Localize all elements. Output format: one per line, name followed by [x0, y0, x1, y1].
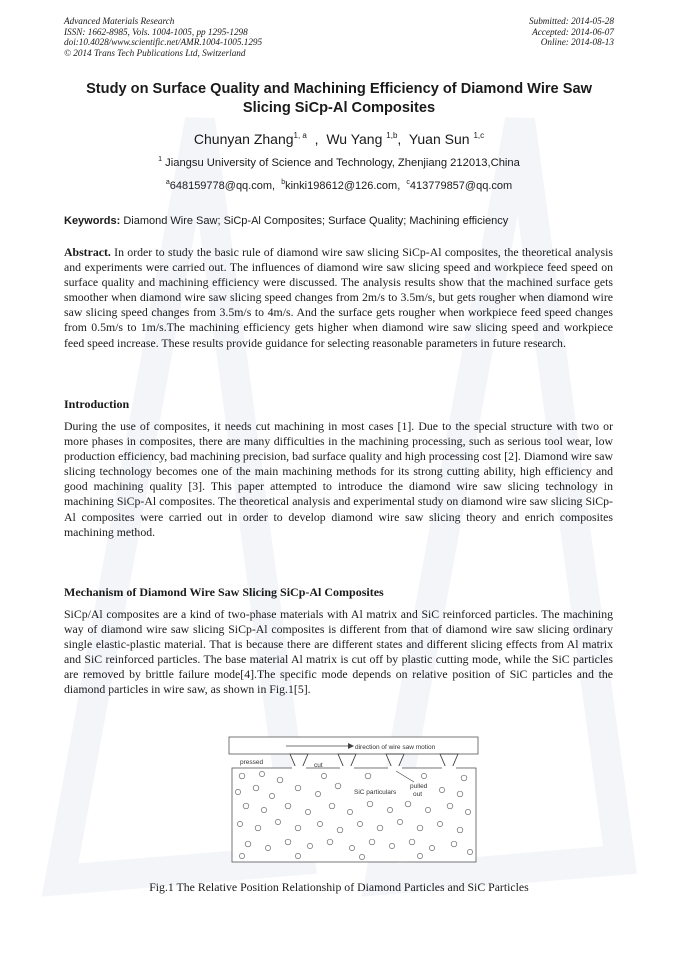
email-link[interactable]: 648159778@qq.com — [169, 180, 273, 192]
affiliation — [40, 156, 638, 170]
introduction-text: During the use of composites, it needs cut machining in most cases [1]. Due to the special structure with two or more phases in composites, there are many difficulties in the machining processing, such as serious tool wear, low production efficiency, bad machining precision, bad surface quality and high processing cost [2]. Diamond wire saw slicing technology becomes one of the main machining methods for its strong cutting ability, high efficiency and good machining quality [3]. This paper attempted to introduce the diamond wire saw slicing technology in machining SiCp-Al composites. The theoretical analysis and experimental study on diamond wire saw slicing SiCp-Al composites were carried out in order to develop diamond wire saw slicing theory and enrich composites machining method. — [64, 419, 613, 539]
author-superscript: 1,c — [473, 131, 485, 140]
sic-particle — [285, 803, 291, 809]
sic-particle — [259, 771, 264, 776]
affiliation-superscript: 1 — [158, 156, 163, 163]
sic-particle — [357, 821, 362, 826]
sic-particle — [239, 853, 244, 858]
email-list: $^a$648159778@qq.com, $^b$kinki198612@126.com, $^c$413779857@qq.com — [165, 179, 513, 192]
sic-particle — [417, 825, 423, 831]
sic-particle — [239, 773, 245, 779]
sic-particle — [277, 777, 283, 783]
diamond-particle — [386, 754, 404, 768]
email-link[interactable]: kinki198612@126.com — [285, 180, 398, 192]
sic-particle — [369, 839, 375, 845]
sic-particle — [397, 819, 402, 824]
sic-particle — [461, 775, 467, 781]
publication-info — [64, 16, 262, 58]
author-name: Yuan Sun — [408, 131, 470, 147]
sic-particle — [387, 807, 392, 812]
publication-dates — [529, 16, 614, 48]
email-superscript: c — [406, 179, 410, 186]
out-label: out — [413, 791, 423, 798]
sic-particle — [417, 853, 422, 858]
sic-particle — [437, 821, 442, 826]
sic-particle — [347, 809, 352, 814]
sic-particle — [425, 807, 430, 812]
email-link[interactable]: 413779857@qq.com — [409, 180, 513, 192]
sic-particle — [349, 845, 354, 850]
figure-1-caption: Fig.1 The Relative Position Relationship of Diamond Particles and SiC Particles — [149, 880, 529, 894]
wire-saw — [229, 737, 478, 754]
abstract-label: Abstract. — [64, 245, 111, 259]
author-separator: , — [397, 131, 406, 147]
title-line-1: Study on Surface Quality and Machining Efficiency of Diamond Wire Saw — [86, 81, 592, 97]
sic-particle — [451, 841, 457, 847]
sic-particle — [255, 825, 261, 831]
accepted-date: Accepted: 2014-06-07 — [532, 26, 614, 37]
sic-particle — [335, 783, 341, 789]
author-name: Chunyan Zhang — [193, 131, 294, 147]
sic-particle — [295, 825, 301, 831]
sic-particle — [253, 785, 259, 791]
sic-particle — [307, 843, 312, 848]
pulled-label: pulled — [410, 783, 428, 790]
online-date: Online: 2014-08-13 — [540, 37, 614, 48]
author-list — [40, 130, 638, 148]
email-superscript: b — [281, 179, 286, 186]
submitted-date: Submitted: 2014-05-28 — [529, 16, 614, 26]
diamond-particle — [440, 754, 458, 768]
issn-line: ISSN: 1662-8985, Vols. 1004-1005, pp 1295-1298 — [64, 26, 248, 37]
keywords-text: Diamond Wire Saw; SiCp-Al Composites; Surface Quality; Machining efficiency — [123, 215, 509, 227]
author-name: Wu Yang — [326, 131, 383, 147]
sic-particle — [457, 791, 463, 797]
author-superscript: 1,b — [386, 131, 398, 140]
sic-particle — [365, 773, 371, 779]
diamond-particle — [338, 754, 356, 768]
abstract — [64, 245, 613, 351]
sic-particle — [235, 789, 240, 794]
sic-particle — [317, 821, 322, 826]
journal-name: Advanced Materials Research — [64, 16, 175, 26]
sic-particle — [467, 849, 472, 854]
sic-particle — [405, 801, 411, 807]
sic-particle — [429, 845, 434, 850]
email-superscript: a — [165, 179, 170, 186]
sic-particle — [243, 803, 249, 809]
sic-particle — [421, 773, 426, 778]
pressed-label: pressed — [240, 759, 264, 766]
abstract-text: In order to study the basic rule of diamond wire saw slicing SiCp-Al composites, the theoretical analysis and experiments were carried out. The influences of diamond wire saw slicing speed and workpiece feed speed on surface quality and machining efficiency were discussed. The analysis results show that the machined surface gets smoother when diamond wire saw slicing speed changes from 2m/s to 3.5m/s, but gets rougher when diamond wire saw slicing speed changes from 3.5m/s to 4m/s. And the surface gets rougher when workpiece feed speed changes from 0.5m/s to 1m/s.The machining efficiency gets higher when diamond wire saw slicing speed and workpiece feed speed increase. These results provide guidance for selecting reasonable parameters in future research. — [64, 245, 613, 350]
sic-particle — [295, 785, 301, 791]
keywords — [64, 214, 624, 228]
cut-label: cut — [314, 762, 323, 769]
sic-particle — [295, 853, 300, 858]
sic-particle — [337, 827, 343, 833]
sic-particle — [465, 809, 470, 814]
author-separator: , — [310, 131, 323, 147]
affiliation-text: Jiangsu University of Science and Technology, Zhenjiang 212013,China — [165, 157, 520, 169]
figure-1-diagram — [228, 736, 480, 864]
sic-particle — [269, 793, 274, 798]
keywords-label: Keywords: — [64, 215, 121, 227]
sic-particle — [389, 843, 394, 848]
sic-particle — [285, 839, 291, 845]
sic-particle — [377, 825, 383, 831]
mechanism-text: SiCp/Al composites are a kind of two-phase materials with Al matrix and SiC reinforced particles. The machining way of diamond wire saw slicing SiCp-Al composites is different from that of diamond wire saw slicing ordinary single elastic-plastic material. That is because there are different states and different slicing effects from Al matrix and SiC reinforced particles. The base material Al matrix is cut off by plastic cutting mode, while the SiC particles are removed by brittle failure mode[4].The specific mode depends on relative position of SiC particles and the diamond particles in wire saw, as shown in Fig.1[5]. — [64, 607, 613, 697]
sic-particle — [237, 821, 242, 826]
sic-particle — [359, 854, 364, 859]
sic-particle — [409, 839, 415, 845]
title-line-2: Slicing SiCp-Al Composites — [242, 100, 436, 116]
sic-particle — [447, 803, 453, 809]
sic-particle — [327, 839, 333, 845]
sic-particle — [305, 809, 310, 814]
sic-particle — [321, 773, 326, 778]
section-heading-mechanism: Mechanism of Diamond Wire Saw Slicing SiCp-Al Composites — [64, 585, 384, 599]
sic-particle — [329, 803, 335, 809]
sic-label: SiC particulars — [354, 789, 397, 796]
section-heading-introduction: Introduction — [64, 397, 130, 411]
sic-particle — [315, 791, 320, 796]
sic-particle — [275, 819, 280, 824]
direction-label: direction of wire saw motion — [355, 744, 436, 751]
doi-line: doi:10.4028/www.scientific.net/AMR.1004-1005.1295 — [64, 37, 263, 48]
sic-particle — [261, 807, 266, 812]
diamond-particle — [290, 754, 308, 768]
sic-particle — [265, 845, 270, 850]
sic-particle — [457, 827, 463, 833]
copyright-line: © 2014 Trans Tech Publications Ltd, Switzerland — [64, 47, 246, 58]
sic-particle — [367, 801, 373, 807]
sic-particle — [245, 841, 251, 847]
sic-particle — [439, 787, 444, 792]
paper-title — [40, 80, 638, 118]
author-superscript: 1, a — [293, 131, 307, 140]
